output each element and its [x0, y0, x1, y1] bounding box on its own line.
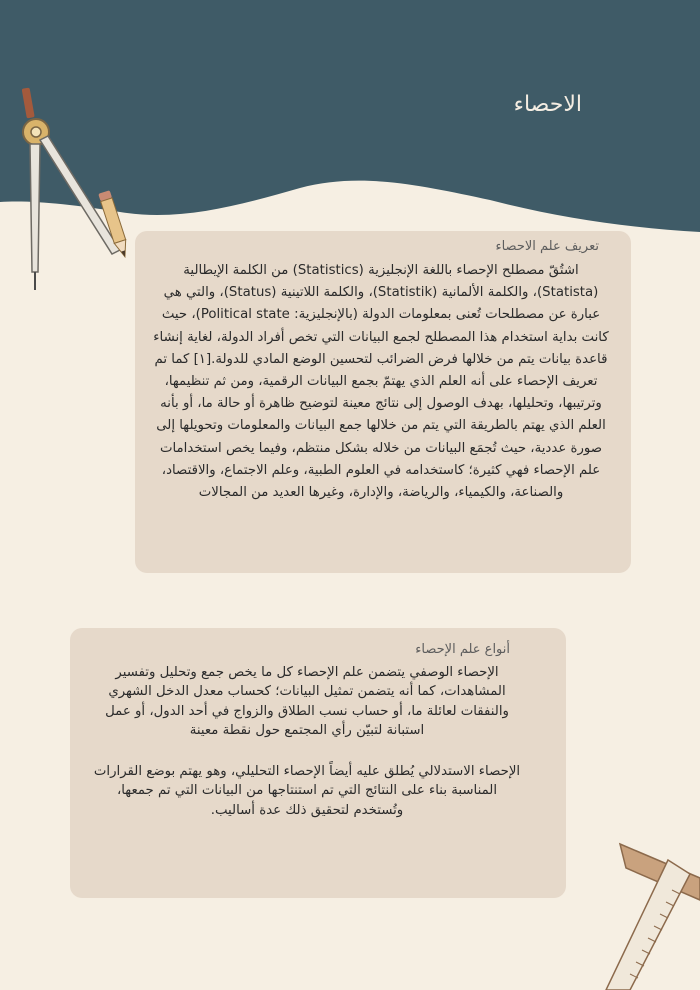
inferential-statistics-paragraph: الإحصاء الاستدلالي يُطلق عليه أيضاً الإحصاء التحليلي، وهو يهتم بوضع القرارات المناسبة بناء على النتائج التي تم استنتاجها من البيانات التي تم جمعها، وتُستخدم لتحقيق ذلك عدة أساليب.: [93, 764, 521, 818]
definition-card-heading: تعريف علم الاحصاء: [495, 239, 599, 254]
descriptive-statistics-paragraph: الإحصاء الوصفي يتضمن علم الإحصاء كل ما يخص جمع وتحليل وتفسير المشاهدات، كما أنه يتضمن تمثيل البيانات؛ كحساب معدل الدخل الشهري والنفقات لعائلة ما، أو حساب نسب الطلاق والزواج في أحد الدول، أو عمل استبانة لتبيّن رأي المجتمع حول نقطة معينة: [105, 665, 509, 738]
pencil-icon: [96, 186, 136, 266]
set-square-ruler-icon: [560, 830, 700, 990]
paragraph-spacer: [90, 740, 524, 762]
definition-card-body: اشتُقّ مصطلح الإحصاء باللغة الإنجليزية (Statistics) من الكلمة الإيطالية (Statista)، والكلمة الألمانية (Statistik)، والكلمة اللاتينية (Status)، والتي هي عبارة عن مصطلحات تُعنى بمعلومات الدولة (بالإنجليزية: Political state)، حيث كانت بداية استخدام هذا المصطلح لجمع البيانات التي تخص أفراد الدولة، لغاية إنشاء قاعدة بيانات يتم من خلالها فرض الضرائب لتحسين الوضع المادي للدولة.[١] كما تم تعريف الإحصاء على أنه العلم الذي يهتمّ بجمع البيانات الرقمية، ومن ثم تنظيمها، وترتيبها، وتحليلها، بهدف الوصول إلى نتائج معينة لتوضيح ظاهرة أو حالة ما، أو بأنه العلم الذي يهتم بالطريقة التي يتم من خلالها جمع البيانات والمعلومات وتحويلها إلى صورة عددية، حيث تُجمَع البيانات من خلاله بشكل منتظم، وفيما يخص استخدامات علم الإحصاء فهي كثيرة؛ كاستخدامه في العلوم الطبية، وعلم الاجتماع، والاقتصاد، والصناعة، والكيمياء، والرياضة، والإدارة، وغيرها العديد من المجالات: [153, 263, 609, 501]
types-card: [70, 628, 566, 898]
page-title: الاحصاء: [513, 92, 582, 117]
definition-card: [135, 231, 631, 573]
types-card-heading: أنواع علم الإحصاء: [415, 642, 510, 657]
